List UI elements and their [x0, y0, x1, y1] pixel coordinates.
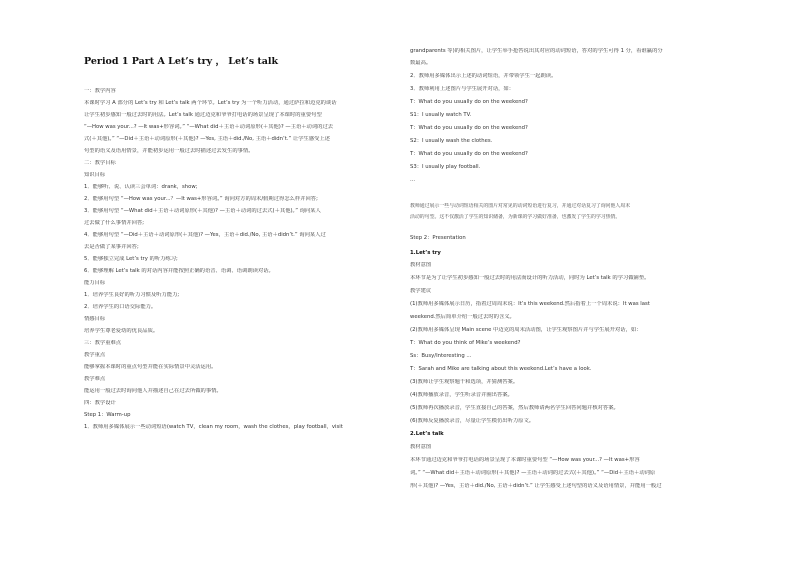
paragraph-line: (6)教师反复播放录音，尽量让学生模仿出听力原文。	[410, 418, 535, 424]
paragraph-line: weekend.然后简单介绍一般过去时的含义。	[410, 314, 515, 320]
subsection-heading: 教材意图	[410, 444, 432, 450]
subsection-heading: 教学重点	[84, 352, 106, 358]
paragraph-line: (2)教师用多媒体呈现 Main scene 中迈克的周末活动图，让学生观察图片并与学生展开对话，如：	[410, 327, 642, 333]
dialogue-line: Ss：Busy/Interesting ...	[410, 353, 472, 359]
paragraph-line: 能运用一般过去时询问他人并描述自己在过去所做的事情。	[84, 388, 222, 394]
dialogue-line: T：What do you think of Mike’s weekend?	[410, 340, 521, 346]
subsection-heading: 情感目标	[84, 316, 106, 322]
ellipsis: ...	[410, 177, 416, 183]
subsection-heading: 知识目标	[84, 172, 106, 178]
dialogue-line: T：What do you usually do on the weekend?	[410, 151, 528, 157]
list-item: 过去做了什么事情并回答;	[84, 220, 145, 226]
paragraph-line: 本课时学习 A 部分的 Let’s try 和 Let’s talk 两个环节。Let’s try 为一个听力活动，通过萨拉和迈克的谈话	[84, 100, 337, 106]
paragraph-line: “—How was your...? —It was+形容词。” “—What did＋主语＋动词原形(＋其他)? —主语＋动词的过去	[84, 124, 334, 130]
list-item: 去是否做了某事并回答;	[84, 244, 139, 250]
subsection-heading: 教学建议	[410, 288, 432, 294]
dialogue-line: T：What do you usually do on the weekend?	[410, 125, 528, 131]
dialogue-line: S3：I usually play football.	[410, 164, 481, 170]
paragraph-line: 让学生初步感知一般过去时的用法。Let’s talk 通过迈克和爷爷打电话的场景呈现了本课时的重要句型	[84, 112, 322, 118]
dialogue-line: S2：I usually wash the clothes.	[410, 138, 493, 144]
dialogue-line: S1：I usually watch TV.	[410, 112, 472, 118]
section-heading: 二：教学目标	[84, 160, 116, 166]
paragraph-line: 句型的语义及语用情景，并能初步运用一般过去时描述过去发生的事情。	[84, 148, 254, 154]
list-item: 4．能够用句型 “—Did＋主语＋动词原形(＋其他)? —Yes，主语＋did./No, 主语＋didn’t.” 询问某人过	[84, 232, 326, 238]
activity-heading: 1.Let’s try	[410, 250, 441, 256]
paragraph-line: 培养学生尊老爱幼的优良品质。	[84, 328, 159, 334]
paragraph-line: (3)教师让学生观察题干和选项，并猜测答案。	[410, 379, 519, 385]
step-heading: Step 1：Warm-up	[84, 412, 131, 418]
subsection-heading: 教学难点	[84, 376, 106, 382]
section-heading: 三：教学重难点	[84, 340, 122, 346]
list-item: 2．能够用句型 “—How was your...？—It was+形容词。” 询问对方的周末/假期过得怎么样并回答;	[84, 196, 318, 202]
list-item: 5．能够独立完成 Let’s try 的听力练习;	[84, 256, 178, 262]
paragraph-line: 词。” “—What did＋主语＋动词原形(＋其他)? —主语＋动词的过去式(＋其他)。” “—Did＋主语＋动词原	[410, 470, 656, 476]
list-item: 2．教师用多媒体出示上述的动词短语，并带领学生一起朗读。	[410, 73, 557, 79]
list-item: 1．能够听、说、认读三会单词：drank，show;	[84, 184, 198, 190]
document-title: Period 1 Part A Let’s try ， Let’s talk	[84, 56, 279, 67]
design-note: 教师通过展示一些与动词短语相关的图片对常见的动词短语进行复习，并通过对话复习了询问他人周末	[410, 203, 631, 209]
list-item: 2．培养学生的口语交际能力。	[84, 304, 157, 310]
dialogue-line: T：Sarah and Mike are talking about this weekend.Let’s have a look.	[410, 366, 592, 372]
dialogue-line: T：What do you usually do on the weekend?	[410, 99, 528, 105]
section-heading: 四：教学设计	[84, 400, 116, 406]
section-heading: 一：教学内容	[84, 88, 116, 94]
paragraph-line: 能够掌握本课时的重点句型并能在实际情景中灵活运用。	[84, 364, 217, 370]
step-heading: Step 2：Presentation	[410, 235, 466, 241]
paragraph-line: (5)教师再次播放录音，学生直接自己的答案，然后教师请两名学生回答问题并核对答案。	[410, 405, 619, 411]
list-item: 6．能够理解 Let’s talk 的对话内容并能按照正确的语音、语调、语调朗读对话。	[84, 268, 274, 274]
subsection-heading: 教材意图	[410, 262, 432, 268]
paragraph-line: (4)教师播放录音，学生听录音并圈出答案。	[410, 392, 513, 398]
list-item: 3．能够用句型 “—What did＋主语＋动词原形(＋其他)? —主语＋动词的过去式(＋其他)。” 询问某人	[84, 208, 321, 214]
paragraph-line: 数最高。	[410, 60, 432, 66]
list-item: 1．教师用多媒体展示一些动词短语(watch TV，clean my room，wash the clothes，play football，visit	[84, 424, 343, 430]
design-note: 活动的句型。这不仅激活了学生的知识储备，为新课的学习做好准备，也激发了学生的学习热情。	[410, 214, 621, 220]
list-item: 1．培养学生良好的听力习惯及听力能力;	[84, 292, 180, 298]
list-item: 3．教师利用上述图片与学生展开对话，如：	[410, 86, 515, 92]
paragraph-line: (1)教师用多媒体展示日历，指着过周周末说：It’s this weekend.然后指着上一个周末说：It was last	[410, 301, 650, 307]
paragraph-line: 式(＋其他)。” “—Did＋主语＋动词原形(＋其他)? —Yes, 主语＋did./No, 主语＋didn’t.” 让学生感受上述	[84, 136, 330, 142]
paragraph-line: 本环节通过迈克和爷爷打电话的场景呈现了本课时重要句型 “—How was your...? —It was+形容	[410, 457, 640, 463]
subsection-heading: 能力目标	[84, 280, 106, 286]
paragraph-line: 本环节是为了让学生初步感知一般过去时的用法而设计的听力活动，同时为 Let’s talk 的学习做铺垫。	[410, 275, 650, 281]
activity-heading: 2.Let’s talk	[410, 431, 444, 437]
paragraph-line: grandparents 等)的相关图片，让学生举手抢答说出其对应的动词短语，答对的学生可得 1 分，看谁赢的分	[410, 48, 663, 54]
paragraph-line: 形(＋其他)? —Yes，主语＋did./No, 主语＋didn’t.” 让学生感受上述句型的语义及语用情景，并能用一般过	[410, 483, 662, 489]
